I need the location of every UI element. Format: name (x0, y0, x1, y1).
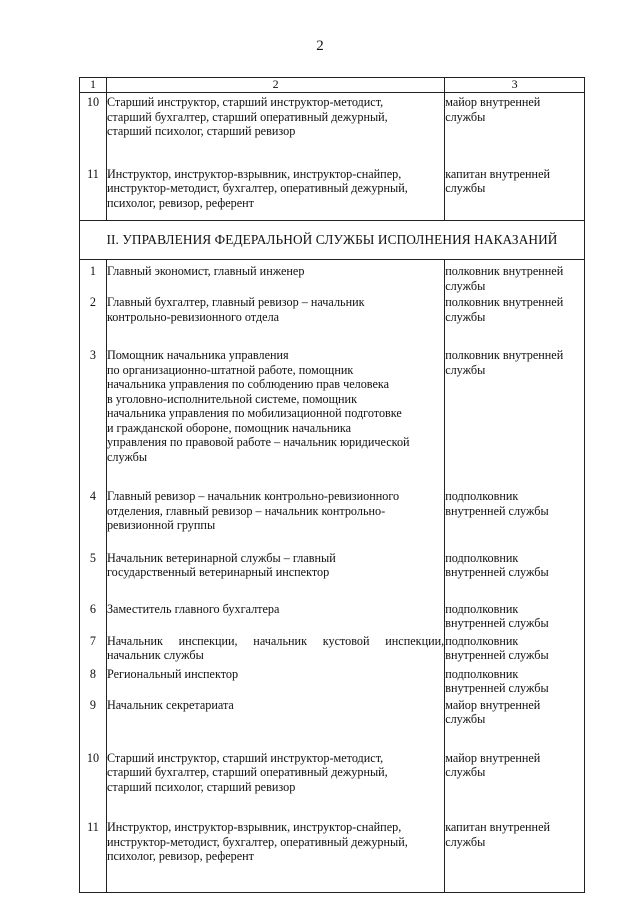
special-rank-line: майор внутренней (445, 95, 541, 109)
position-title-line: старший психолог, старший ревизор (106, 124, 296, 138)
header-col-3: 3 (445, 78, 585, 93)
special-rank-line: майор внутренней (445, 697, 541, 712)
special-rank-line: службы (445, 278, 486, 293)
position-title-line: начальника управления по мобилизационной подготовке (106, 406, 402, 420)
special-rank-line: внутренней службы (445, 681, 549, 695)
position-title-line: старший психолог, старший ревизор (106, 779, 296, 794)
position-title-line: психолог, ревизор, референт (106, 195, 254, 210)
special-rank (445, 93, 585, 157)
position-title (106, 293, 444, 342)
position-title-line: ревизионной группы (106, 518, 216, 532)
position-title-line: Главный экономист, главный инженер (106, 264, 305, 278)
position-title (106, 157, 444, 221)
table-row (80, 596, 585, 634)
special-rank (445, 596, 585, 634)
special-rank (445, 745, 585, 817)
table-header-row (80, 78, 585, 93)
special-rank-line: службы (445, 309, 486, 324)
row-number: 11 (80, 157, 107, 221)
row-number: 8 (80, 667, 107, 698)
row-number: 10 (80, 745, 107, 817)
table-row (80, 157, 585, 221)
special-rank (445, 157, 585, 221)
special-rank-line: подполковник (445, 550, 519, 565)
position-title-line: по организационно-штатной работе, помощник (106, 362, 354, 377)
table-row (80, 93, 585, 157)
special-rank (445, 698, 585, 745)
position-title-line: Региональный инспектор (106, 666, 239, 681)
position-title-line: контрольно-ревизионного отдела (106, 309, 280, 324)
position-title-line: Инструктор, инструктор-взрывник, инструктор-снайпер, (106, 820, 402, 834)
table-row (80, 293, 585, 342)
position-title-line: старший бухгалтер, старший оперативный дежурный, (106, 765, 388, 779)
position-title-line: начальник службы (106, 648, 204, 662)
row-number: 2 (80, 293, 107, 342)
position-title-line: Начальник секретариата (106, 697, 234, 712)
special-rank-line: майор внутренней (445, 750, 541, 765)
special-rank-line: капитан внутренней (445, 820, 550, 834)
position-title-line: в уголовно-исполнительной системе, помощник (106, 391, 357, 406)
special-rank (445, 260, 585, 294)
special-rank-line: подполковник (445, 633, 519, 648)
header-col-1: 1 (80, 78, 107, 93)
special-rank-line: службы (445, 362, 486, 377)
position-title-line: инструктор-методист, бухгалтер, оперативный дежурный, (106, 834, 408, 849)
position-title (106, 698, 444, 745)
position-title-line: старший бухгалтер, старший оперативный дежурный, (106, 109, 388, 124)
table-row (80, 634, 585, 667)
special-rank (445, 483, 585, 545)
section-row (80, 221, 585, 260)
special-rank (445, 816, 585, 892)
table-row (80, 260, 585, 294)
row-number: 1 (80, 260, 107, 294)
special-rank-line: внутренней службы (445, 648, 549, 662)
position-title-line: службы (106, 449, 148, 464)
position-title-line: Помощник начальника управления (106, 348, 289, 362)
position-title (106, 596, 444, 634)
special-rank-line: подполковник (445, 601, 519, 616)
position-title (106, 667, 444, 698)
position-title-line: Старший инструктор, старший инструктор-методист, (106, 750, 384, 765)
page-number: 2 (316, 38, 324, 54)
row-number: 7 (80, 634, 107, 667)
row-number: 4 (80, 483, 107, 545)
special-rank (445, 293, 585, 342)
table-row (80, 745, 585, 817)
table-row (80, 545, 585, 596)
row-number: 11 (80, 816, 107, 892)
special-rank-line: подполковник (445, 489, 519, 503)
position-title (106, 260, 444, 294)
position-title-line: Старший инструктор, старший инструктор-методист, (106, 95, 384, 109)
header-col-2: 2 (106, 78, 444, 93)
position-title-line: отделения, главный ревизор – начальник контрольно- (106, 503, 386, 518)
position-title-line: Инструктор, инструктор-взрывник, инструктор-снайпер, (106, 166, 402, 181)
special-rank-line: службы (445, 765, 486, 779)
special-rank-line: внутренней службы (445, 616, 549, 630)
position-title (106, 745, 444, 817)
position-title-line: Заместитель главного бухгалтера (106, 601, 280, 616)
special-rank-line: службы (445, 834, 486, 849)
position-title (106, 634, 444, 667)
position-title-line: государственный ветеринарный инспектор (106, 565, 330, 579)
special-rank (445, 667, 585, 698)
special-rank-line: службы (445, 181, 486, 195)
position-title-line: управления по правовой работе – начальник юридической (106, 435, 410, 449)
position-title (106, 816, 444, 892)
special-rank (445, 634, 585, 667)
position-title (106, 342, 444, 483)
special-rank-line: полковник внутренней (445, 264, 564, 278)
row-number: 5 (80, 545, 107, 596)
special-rank (445, 342, 585, 483)
special-rank-line: службы (445, 109, 486, 124)
position-title (106, 93, 444, 157)
special-rank (445, 545, 585, 596)
position-title-line: Начальник ветеринарной службы – главный (106, 550, 336, 565)
table-row (80, 342, 585, 483)
position-title-line: Главный бухгалтер, главный ревизор – начальник (106, 295, 365, 309)
table-row (80, 698, 585, 745)
table-row (80, 483, 585, 545)
position-title-line: начальника управления по соблюдению прав человека (106, 377, 390, 391)
row-number: 10 (80, 93, 107, 157)
position-title (106, 483, 444, 545)
row-number: 9 (80, 698, 107, 745)
row-number: 3 (80, 342, 107, 483)
special-rank-line: капитан внутренней (445, 166, 550, 181)
position-title (106, 545, 444, 596)
special-rank-line: полковник внутренней (445, 295, 564, 309)
position-title-line: и гражданской обороне, помощник начальника (106, 420, 352, 435)
special-rank-line: службы (445, 712, 486, 726)
position-title-line: психолог, ревизор, референт (106, 849, 254, 863)
position-title-line: Начальник инспекции, начальник кустовой инспекции, (106, 633, 445, 648)
special-rank-line: внутренней службы (445, 503, 549, 518)
table-row (80, 667, 585, 698)
positions-table (79, 77, 585, 893)
position-title-line: Главный ревизор – начальник контрольно-ревизионного (106, 489, 400, 503)
special-rank-line: подполковник (445, 666, 519, 681)
section-title: II. УПРАВЛЕНИЯ ФЕДЕРАЛЬНОЙ СЛУЖБЫ ИСПОЛНЕНИЯ НАКАЗАНИЙ (80, 221, 585, 260)
row-number: 6 (80, 596, 107, 634)
position-title-line: инструктор-методист, бухгалтер, оперативный дежурный, (106, 181, 408, 195)
table-row (80, 816, 585, 892)
special-rank-line: внутренней службы (445, 565, 549, 579)
special-rank-line: полковник внутренней (445, 348, 564, 362)
